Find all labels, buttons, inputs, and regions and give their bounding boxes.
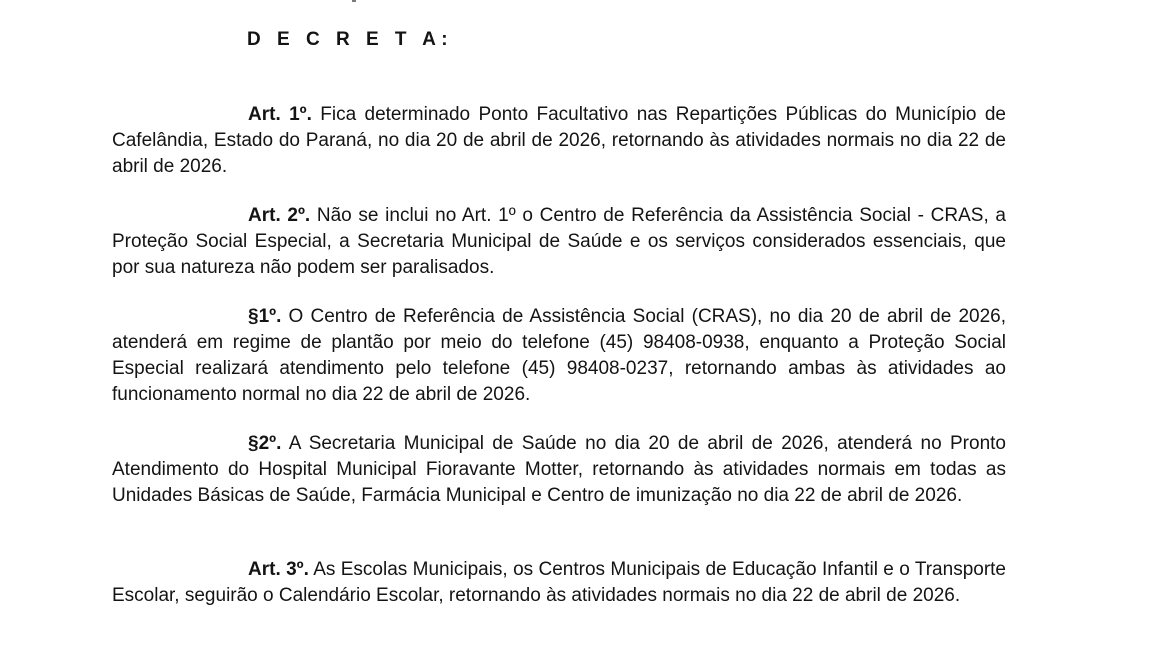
article-3-text: As Escolas Municipais, os Centros Municipais de Educação Infantil e o Transporte Escolar, seguirão o Calendário Escolar, retornando às atividades normais no dia 22 de abril de 2026. [112, 559, 1006, 606]
section-1-label: §1º. [248, 306, 282, 327]
decree-heading: D E C R E T A: [247, 29, 454, 50]
article-1-label: Art. 1º. [248, 104, 312, 125]
cropped-text-fragment [352, 0, 356, 2]
section-2-paragraph [112, 431, 1006, 509]
article-2-label: Art. 2º. [248, 205, 311, 226]
article-1-text: Fica determinado Ponto Facultativo nas Repartições Públicas do Município de Cafelândia, Estado do Paraná, no dia 20 de abril de 2026, retornando às atividades normais no dia 22 de abril de 2026. [112, 104, 1006, 177]
article-2-paragraph [112, 203, 1006, 281]
article-3-paragraph [112, 557, 1006, 609]
section-2-text: A Secretaria Municipal de Saúde no dia 20 de abril de 2026, atenderá no Pronto Atendimento do Hospital Municipal Fioravante Motter, retornando às atividades normais em todas as Unidades Básicas de Saúde, Farmácia Municipal e Centro de imunização no dia 22 de abril de 2026. [112, 433, 1006, 506]
article-3-label: Art. 3º. [248, 559, 309, 580]
section-2-label: §2º. [248, 433, 282, 454]
article-1-paragraph [112, 102, 1006, 180]
section-1-paragraph [112, 304, 1006, 408]
article-2-text: Não se inclui no Art. 1º o Centro de Referência da Assistência Social - CRAS, a Proteção Social Especial, a Secretaria Municipal de Saúde e os serviços considerados essenciais, que por sua natureza não podem ser paralisados. [112, 205, 1006, 278]
section-1-text: O Centro de Referência de Assistência Social (CRAS), no dia 20 de abril de 2026, atenderá em regime de plantão por meio do telefone (45) 98408-0938, enquanto a Proteção Social Especial realizará atendimento pelo telefone (45) 98408-0237, retornando ambas às atividades ao funcionamento normal no dia 22 de abril de 2026. [112, 306, 1006, 405]
